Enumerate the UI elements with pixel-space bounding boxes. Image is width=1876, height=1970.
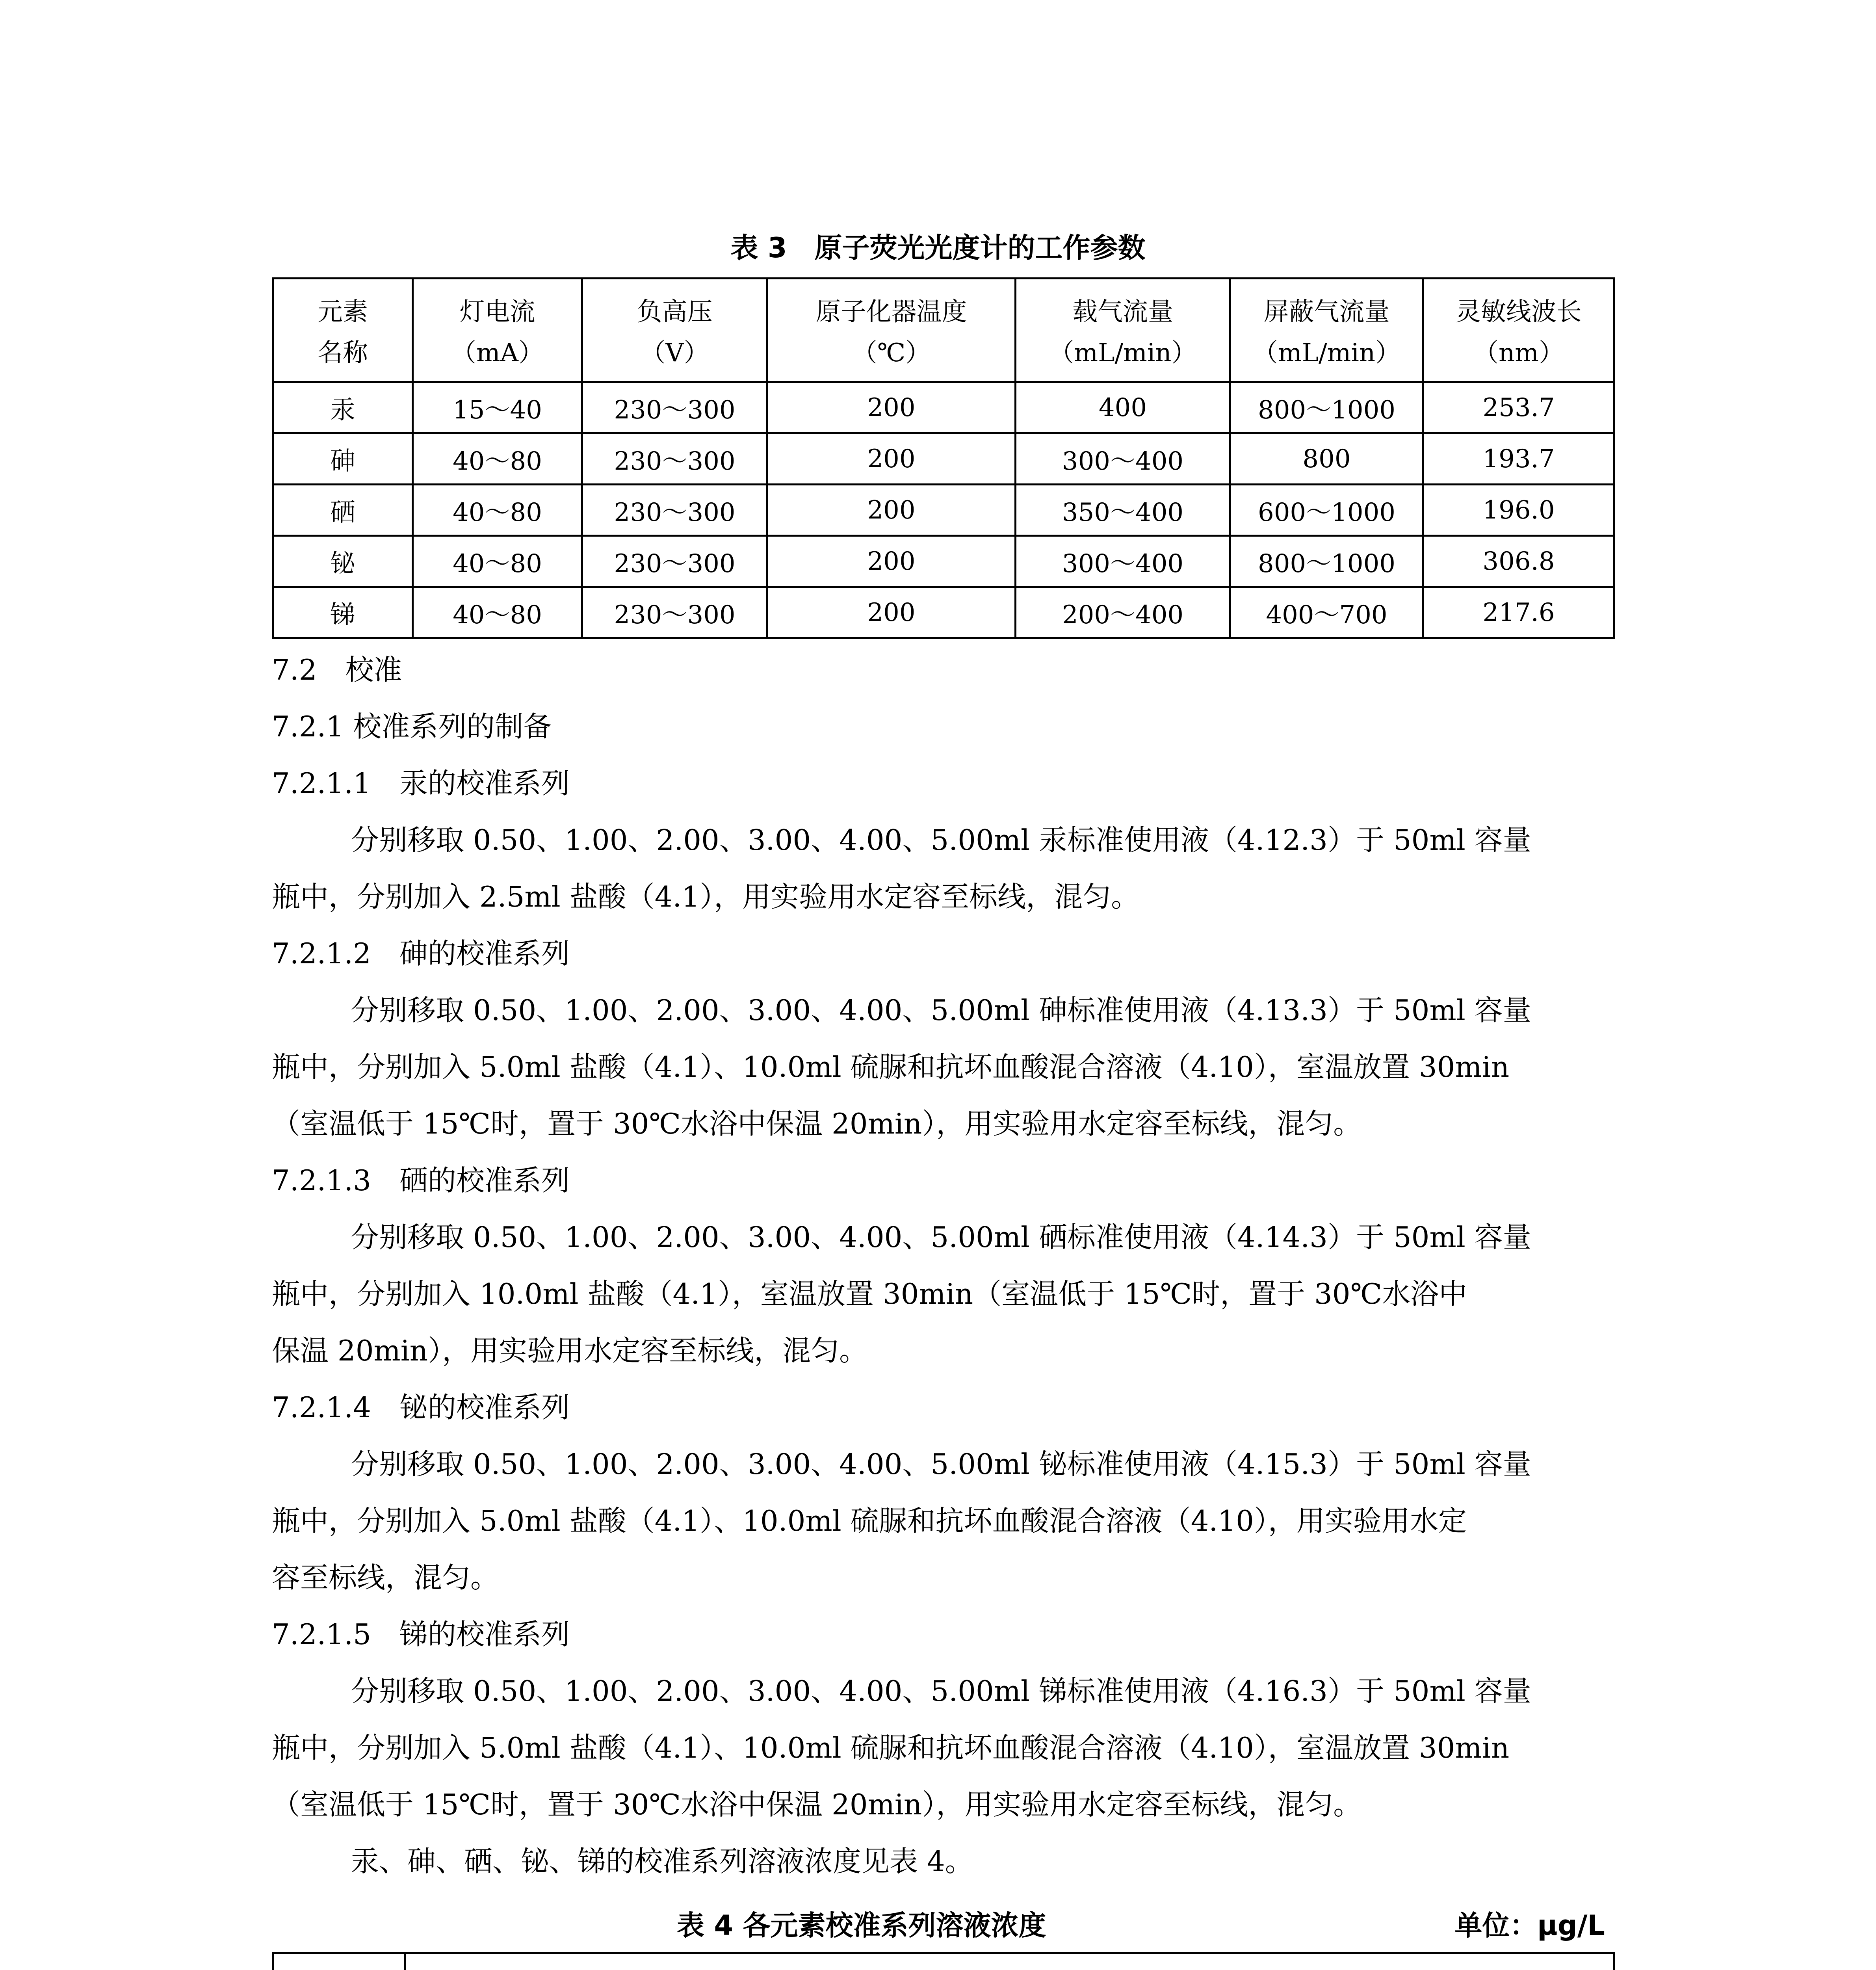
table-row xyxy=(273,587,1614,638)
paragraph-antimony-calibration xyxy=(272,1663,1613,1833)
paragraph-selenium-calibration xyxy=(272,1209,1613,1379)
table3-header-cell: 载气流量 xyxy=(1016,279,1230,331)
table3-header-row2 xyxy=(273,330,1614,382)
table3-cell: 230～300 xyxy=(582,485,767,536)
table3-cell: 汞 xyxy=(273,382,413,433)
paragraph-line: 保温 20min），用实验用水定容至标线，混匀。 xyxy=(272,1334,868,1367)
paragraph-arsenic-calibration xyxy=(272,982,1613,1152)
table4-title: 表 4 各元素校准系列溶液浓度 xyxy=(677,1909,1046,1942)
paragraph-line: 分别移取 0.50、1.00、2.00、3.00、4.00、5.00ml 锑标准使用液（4.16.3）于 50ml 容量 xyxy=(351,1674,1531,1708)
section-heading-7-2-1: 7.2.1 校准系列的制备 xyxy=(272,710,552,743)
section-heading-7-2-1-5: 7.2.1.5 锑的校准系列 xyxy=(272,1618,570,1651)
table3-cell: 硒 xyxy=(273,485,413,536)
paragraph-line: 分别移取 0.50、1.00、2.00、3.00、4.00、5.00ml 铋标准使用液（4.15.3）于 50ml 容量 xyxy=(351,1448,1531,1481)
table4-calibration-concentrations xyxy=(272,1952,1615,1970)
table3-cell: 40～80 xyxy=(413,485,582,536)
table3-header-cell: 名称 xyxy=(273,330,413,382)
table3-header-cell: 负高压 xyxy=(582,279,767,331)
table3-cell: 800～1000 xyxy=(1230,536,1423,587)
table3-cell: 15～40 xyxy=(413,382,582,433)
table3-cell: 600～1000 xyxy=(1230,485,1423,536)
table3-header-cell: （nm） xyxy=(1423,330,1614,382)
table-row xyxy=(273,382,1614,433)
table3-header-row1 xyxy=(273,279,1614,331)
table3-cell: 40～80 xyxy=(413,433,582,485)
table3-cell: 230～300 xyxy=(582,536,767,587)
table3-cell: 砷 xyxy=(273,433,413,485)
table3-header-cell: （mA） xyxy=(413,330,582,382)
paragraph-line: 瓶中，分别加入 5.0ml 盐酸（4.1）、10.0ml 硫脲和抗坏血酸混合溶液（4.10），室温放置 30min xyxy=(272,1731,1510,1764)
paragraph-line: 分别移取 0.50、1.00、2.00、3.00、4.00、5.00ml 硒标准使用液（4.14.3）于 50ml 容量 xyxy=(351,1221,1531,1254)
paragraph-table4-reference: 汞、砷、硒、铋、锑的校准系列溶液浓度见表 4。 xyxy=(351,1845,973,1878)
table-row xyxy=(273,433,1614,485)
table-row xyxy=(273,485,1614,536)
paragraph-line: 瓶中，分别加入 5.0ml 盐酸（4.1）、10.0ml 硫脲和抗坏血酸混合溶液（4.10），室温放置 30min xyxy=(272,1050,1510,1084)
table3-cell: 40～80 xyxy=(413,536,582,587)
table3-cell: 350～400 xyxy=(1016,485,1230,536)
table3-cell: 230～300 xyxy=(582,433,767,485)
paragraph-mercury-calibration xyxy=(272,812,1613,925)
table4-header-series xyxy=(405,1953,1614,1970)
section-heading-7-2-1-1: 7.2.1.1 汞的校准系列 xyxy=(272,767,570,800)
table3-cell: 196.0 xyxy=(1423,485,1614,536)
table3-cell: 200 xyxy=(767,485,1016,536)
table3-header-cell: （mL/min） xyxy=(1016,330,1230,382)
paragraph-line: 瓶中，分别加入 5.0ml 盐酸（4.1）、10.0ml 硫脲和抗坏血酸混合溶液（4.10），用实验用水定 xyxy=(272,1504,1467,1537)
table4-unit: 单位：μg/L xyxy=(1454,1909,1605,1942)
section-heading-7-2-1-2: 7.2.1.2 砷的校准系列 xyxy=(272,937,570,970)
table3-header-cell: 灵敏线波长 xyxy=(1423,279,1614,331)
table3-header-cell: 灯电流 xyxy=(413,279,582,331)
paragraph-bismuth-calibration xyxy=(272,1436,1613,1606)
paragraph-line: （室温低于 15℃时，置于 30℃水浴中保温 20min），用实验用水定容至标线，混匀。 xyxy=(272,1107,1362,1140)
table3-cell: 200 xyxy=(767,536,1016,587)
table3-header-cell: 元素 xyxy=(273,279,413,331)
table3-cell: 193.7 xyxy=(1423,433,1614,485)
table3-cell: 铋 xyxy=(273,536,413,587)
section-heading-7-2: 7.2 校准 xyxy=(272,653,402,686)
table3-instrument-parameters xyxy=(272,277,1615,639)
table3-cell: 300～400 xyxy=(1016,433,1230,485)
table3-cell: 锑 xyxy=(273,587,413,638)
table4-header-element xyxy=(273,1953,405,1970)
paragraph-line: 分别移取 0.50、1.00、2.00、3.00、4.00、5.00ml 汞标准使用液（4.12.3）于 50ml 容量 xyxy=(351,823,1531,857)
table3-title: 表 3 原子荧光光度计的工作参数 xyxy=(730,232,1146,264)
table3-header-cell: 屏蔽气流量 xyxy=(1230,279,1423,331)
table3-header-cell: 原子化器温度 xyxy=(767,279,1016,331)
paragraph-line: 分别移取 0.50、1.00、2.00、3.00、4.00、5.00ml 砷标准使用液（4.13.3）于 50ml 容量 xyxy=(351,994,1531,1027)
table3-cell: 800～1000 xyxy=(1230,382,1423,433)
table3-cell: 300～400 xyxy=(1016,536,1230,587)
table3-cell: 253.7 xyxy=(1423,382,1614,433)
paragraph-line: 瓶中，分别加入 10.0ml 盐酸（4.1），室温放置 30min（室温低于 15℃时，置于 30℃水浴中 xyxy=(272,1277,1467,1310)
table3-cell: 230～300 xyxy=(582,587,767,638)
section-heading-7-2-1-3: 7.2.1.3 硒的校准系列 xyxy=(272,1164,570,1197)
paragraph-line: 容至标线，混匀。 xyxy=(272,1561,499,1594)
paragraph-line: 瓶中，分别加入 2.5ml 盐酸（4.1），用实验用水定容至标线，混匀。 xyxy=(272,880,1140,913)
table3-cell: 200 xyxy=(767,587,1016,638)
table3-cell: 400～700 xyxy=(1230,587,1423,638)
table3-header-cell: （mL/min） xyxy=(1230,330,1423,382)
table3-cell: 400 xyxy=(1016,382,1230,433)
table3-cell: 217.6 xyxy=(1423,587,1614,638)
table4-header-row xyxy=(273,1953,1614,1970)
table3-cell: 200 xyxy=(767,433,1016,485)
table3-cell: 230～300 xyxy=(582,382,767,433)
table3-cell: 800 xyxy=(1230,433,1423,485)
table3-header-cell: （℃） xyxy=(767,330,1016,382)
paragraph-line: （室温低于 15℃时，置于 30℃水浴中保温 20min），用实验用水定容至标线，混匀。 xyxy=(272,1788,1362,1821)
table3-cell: 306.8 xyxy=(1423,536,1614,587)
table3-cell: 40～80 xyxy=(413,587,582,638)
table3-cell: 200 xyxy=(767,382,1016,433)
table3-header-cell: （V） xyxy=(582,330,767,382)
table-row xyxy=(273,536,1614,587)
table3-cell: 200～400 xyxy=(1016,587,1230,638)
section-heading-7-2-1-4: 7.2.1.4 铋的校准系列 xyxy=(272,1391,570,1424)
